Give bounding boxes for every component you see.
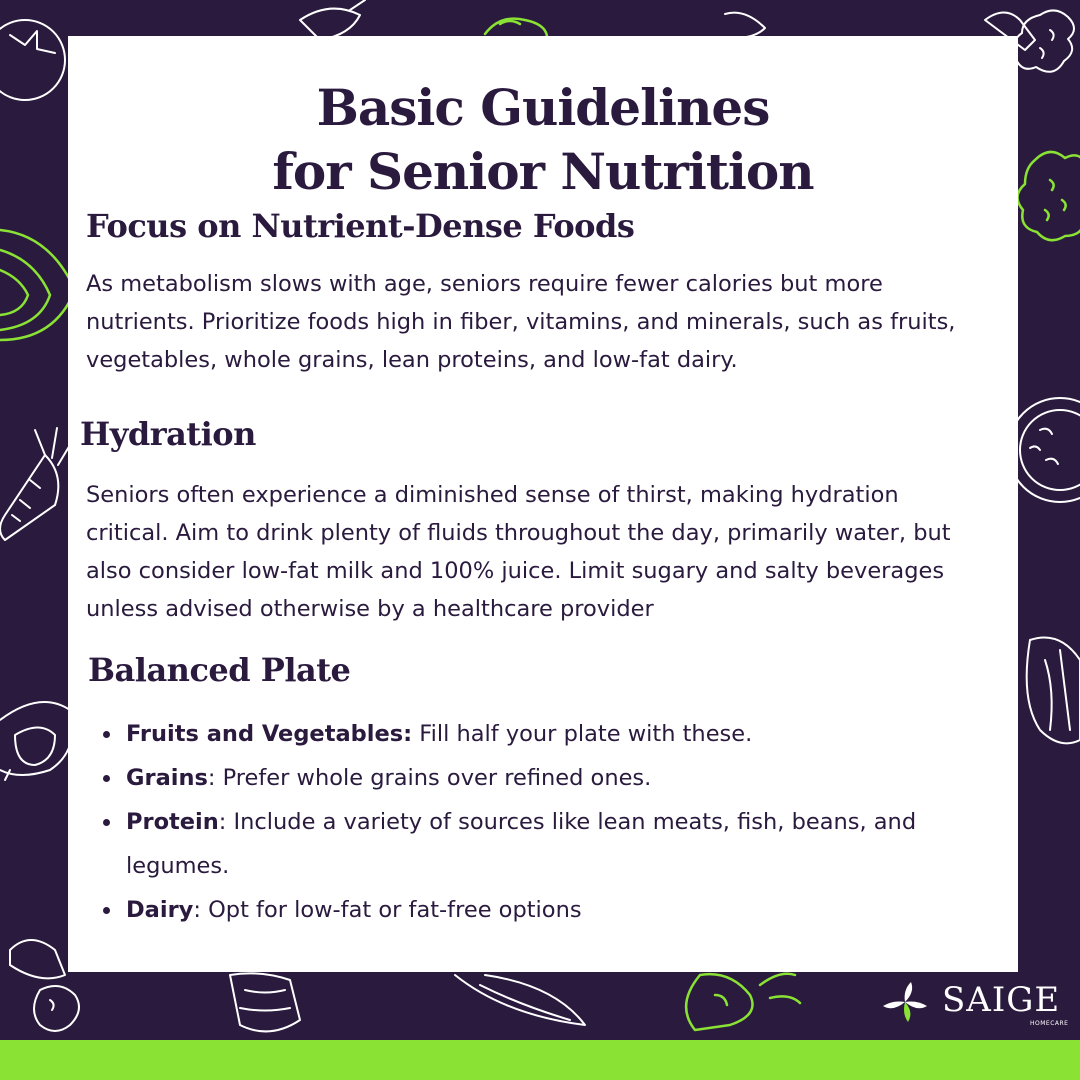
list-item-term: Grains xyxy=(126,765,208,791)
lime-onion-doodle-icon xyxy=(0,230,75,340)
eggplant-doodle-icon xyxy=(300,0,365,40)
saige-logo xyxy=(880,980,1070,1030)
list-item-text: : Include a variety of sources like lean meats, fish, beans, and legumes. xyxy=(126,809,917,879)
lettuce-doodle-icon xyxy=(1027,638,1080,744)
section-heading-balanced-plate: Balanced Plate xyxy=(88,651,351,689)
greens-doodle-icon xyxy=(455,975,585,1025)
list-item xyxy=(86,888,986,932)
list-item-term: Fruits and Vegetables: xyxy=(126,721,413,747)
beet-doodle-icon xyxy=(686,974,800,1030)
cabbage-doodle-icon xyxy=(485,19,547,36)
carrot-doodle-icon xyxy=(0,428,70,540)
list-item-text: : Opt for low-fat or fat-free options xyxy=(193,897,582,923)
brand-name: SAIGE xyxy=(942,980,1061,1020)
tomato-slice-doodle-icon xyxy=(1008,398,1080,502)
corn-doodle-icon xyxy=(230,973,300,1031)
list-item-term: Protein xyxy=(126,809,219,835)
pepper-doodle-icon xyxy=(725,13,765,38)
page-title-line-2: for Senior Nutrition xyxy=(272,142,814,201)
saige-leaf-logo-icon xyxy=(880,980,930,1024)
tomato-doodle-icon xyxy=(0,20,65,100)
section-heading-hydration: Hydration xyxy=(80,415,256,453)
list-item xyxy=(86,800,986,888)
list-item-text: Fill half your plate with these. xyxy=(412,721,753,747)
balanced-plate-list xyxy=(86,712,986,932)
section-heading-nutrient-dense: Focus on Nutrient-Dense Foods xyxy=(86,207,635,245)
list-item-text: : Prefer whole grains over refined ones. xyxy=(207,765,652,791)
section-body-hydration: Seniors often experience a diminished sense of thirst, making hydration critical. Aim to drink plenty of fluids throughout the day, primarily water, but also consider low-fat milk and 100% juice. Limit sugary and salty beverages unless advised otherwise by a healthcare provider xyxy=(86,482,951,622)
list-item xyxy=(86,712,986,756)
page-title-line-1: Basic Guidelines xyxy=(316,78,770,137)
onion-doodle-icon xyxy=(0,702,73,780)
bottom-accent-strip xyxy=(0,1040,1080,1080)
lime-broccoli-doodle-icon xyxy=(1017,152,1080,240)
list-item xyxy=(86,756,986,800)
brand-tagline: HOMECARE xyxy=(1030,1020,1069,1027)
page-title xyxy=(68,76,1018,204)
content-card xyxy=(68,36,1018,972)
section-body-nutrient-dense: As metabolism slows with age, seniors require fewer calories but more nutrients. Prioritize foods high in fiber, vitamins, and minerals, such as fruits, vegetables, whole grains, lean proteins, and low-fat dairy. xyxy=(86,271,956,373)
list-item-term: Dairy xyxy=(126,897,194,923)
